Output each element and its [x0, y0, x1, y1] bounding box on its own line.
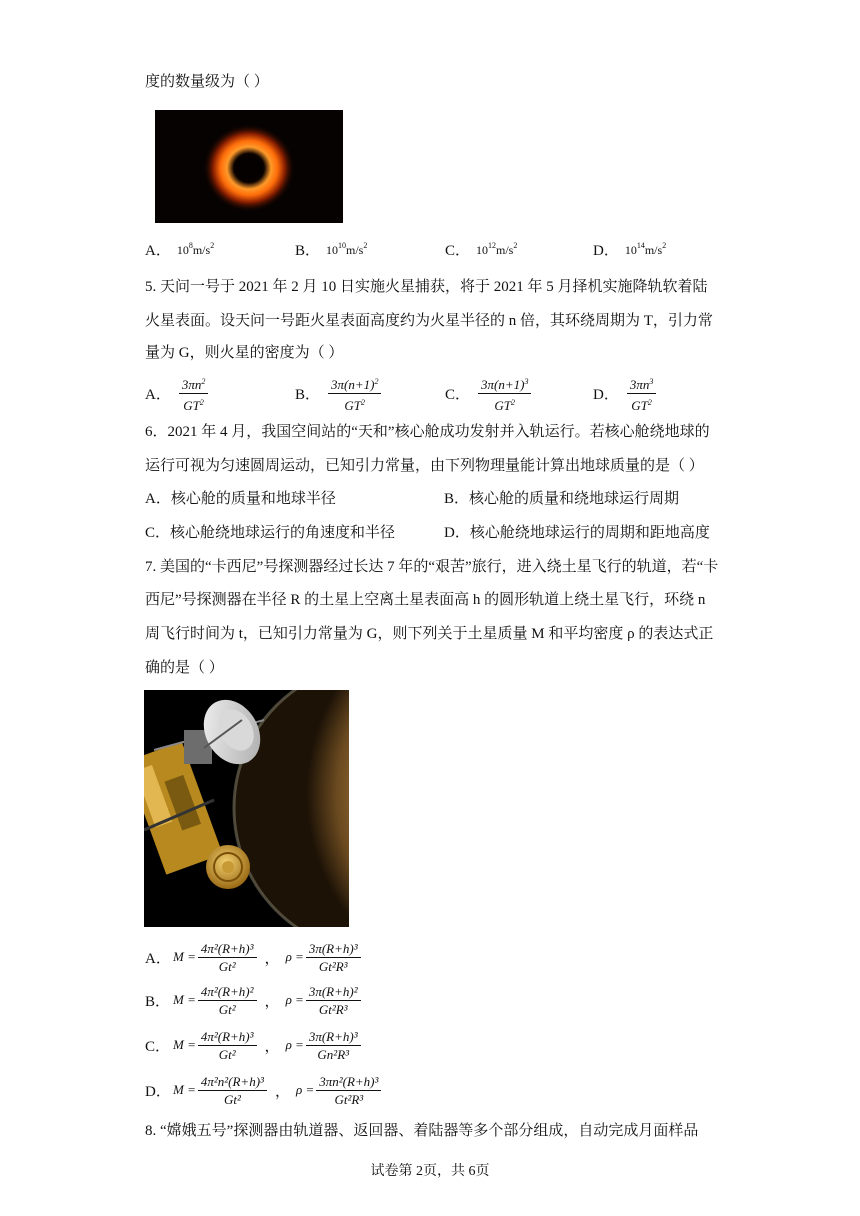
q7-option-d[interactable]: D． M = $\frac{\text{4π²n²(R+h)³}}{\text{Gt²}}$ ， ρ = $\frac{\text{3πn²(R+h)³}}{\text{Gt²R³}}$ [145, 1070, 383, 1110]
q7-option-b[interactable]: B． M = $\frac{\text{4π²(R+h)²}}{\text{Gt²}}$ ， ρ = $\frac{\text{3π(R+h)²}}{\text{Gt²R³}}$ [145, 980, 363, 1020]
q4-option-d[interactable]: D． $10^{14}m/s^2$ [593, 241, 667, 259]
q4-option-b[interactable]: B． $10^{10}m/s^2$ [295, 241, 368, 259]
q4-question-tail: 度的数量级为（ ） [145, 74, 269, 90]
q7-line-2: 西尼”号探测器在半径 R 的土星上空离土星表面高 h 的圆形轨道上绕土星飞行，环绕 n [145, 592, 706, 608]
cassini-probe-image [144, 690, 349, 927]
fraction: $\frac{\text{3πn²(R+h)³}}{\text{Gt²R³}}$ [316, 1074, 381, 1107]
q5-option-c[interactable]: C． $\frac{3\pi(n+1)^3}{GT^2}$ [445, 376, 533, 410]
q4-option-a[interactable]: A． $10^8m/s^2$ [145, 241, 215, 259]
q5-line-2: 火星表面。设天问一号距火星表面高度约为火星半径的 n 倍，其环绕周期为 T，引力常 [145, 313, 713, 329]
fraction: $\frac{\text{3π(R+h)³}}{\text{Gn²R³}}$ [306, 1029, 361, 1062]
fraction: $\frac{\text{4π²n²(R+h)³}}{\text{Gt²}}$ [198, 1074, 267, 1107]
q5-line-3: 量为 G，则火星的密度为（ ） [145, 345, 344, 361]
q6-line-1: 6．2021 年 4 月，我国空间站的“天和”核心舱成功发射并入轨运行。若核心舱绕地球的 [145, 424, 710, 440]
q7-line-1: 7. 美国的“卡西尼”号探测器经过长达 7 年的“艰苦”旅行，进入绕土星飞行的轨道，若“卡 [145, 559, 719, 575]
q5-option-a[interactable]: A． $\frac{3\pi n^2}{GT^2}$ [145, 376, 210, 410]
q6-option-c[interactable]: C．核心舱绕地球运行的角速度和半径 [145, 525, 396, 541]
fraction: $\frac{3\pi n^2}{GT^2}$ [179, 374, 209, 413]
fraction: $\frac{\text{4π²(R+h)²}}{\text{Gt²}}$ [198, 984, 257, 1017]
fraction: $\frac{3\pi(n+1)^2}{GT^2}$ [328, 374, 381, 413]
page-footer: 试卷第 2页，共 6页 [370, 1164, 490, 1179]
q5-option-d[interactable]: D． $\frac{3\pi n^3}{GT^2}$ [593, 376, 658, 410]
q8-line-1: 8. “嫦娥五号”探测器由轨道器、返回器、着陆器等多个部分组成，自动完成月面样品 [145, 1123, 699, 1139]
black-hole-image [155, 110, 343, 223]
fraction: $\frac{\text{4π²(R+h)³}}{\text{Gt²}}$ [198, 941, 257, 974]
fraction: $\frac{\text{3π(R+h)³}}{\text{Gt²R³}}$ [306, 941, 361, 974]
q7-line-3: 周飞行时间为 t，已知引力常量为 G，则下列关于土星质量 M 和平均密度 ρ 的表达式正 [145, 626, 714, 642]
q5-option-b[interactable]: B． $\frac{3\pi(n+1)^2}{GT^2}$ [295, 376, 383, 410]
q6-line-2: 运行可视为匀速圆周运动，已知引力常量，由下列物理量能计算出地球质量的是（ ） [145, 458, 704, 474]
fraction: $\frac{\text{4π²(R+h)³}}{\text{Gt²}}$ [198, 1029, 257, 1062]
q6-option-a[interactable]: A．核心舱的质量和地球半径 [145, 491, 336, 507]
q7-line-4: 确的是（ ） [145, 660, 224, 676]
q7-option-a[interactable]: A． M = $\frac{\text{4π²(R+h)³}}{\text{Gt²}}$ ， ρ = $\frac{\text{3π(R+h)³}}{\text{Gt²R³}}$ [145, 937, 363, 977]
fraction: $\frac{\text{3π(R+h)²}}{\text{Gt²R³}}$ [306, 984, 361, 1017]
q6-option-b[interactable]: B．核心舱的质量和绕地球运行周期 [444, 491, 680, 507]
q6-option-d[interactable]: D．核心舱绕地球运行的周期和距地高度 [444, 525, 710, 541]
q5-line-1: 5. 天问一号于 2021 年 2 月 10 日实施火星捕获，将于 2021 年 5 月择机实施降轨软着陆 [145, 279, 708, 295]
fraction: $\frac{3\pi n^3}{GT^2}$ [627, 374, 657, 413]
q4-option-c[interactable]: C． $10^{12}m/s^2$ [445, 241, 518, 259]
q4-options [145, 239, 745, 269]
q7-option-c[interactable]: C． M = $\frac{\text{4π²(R+h)³}}{\text{Gt²}}$ ， ρ = $\frac{\text{3π(R+h)³}}{\text{Gn²R³}}$ [145, 1025, 363, 1065]
fraction: $\frac{3\pi(n+1)^3}{GT^2}$ [478, 374, 531, 413]
q5-options [145, 376, 745, 413]
